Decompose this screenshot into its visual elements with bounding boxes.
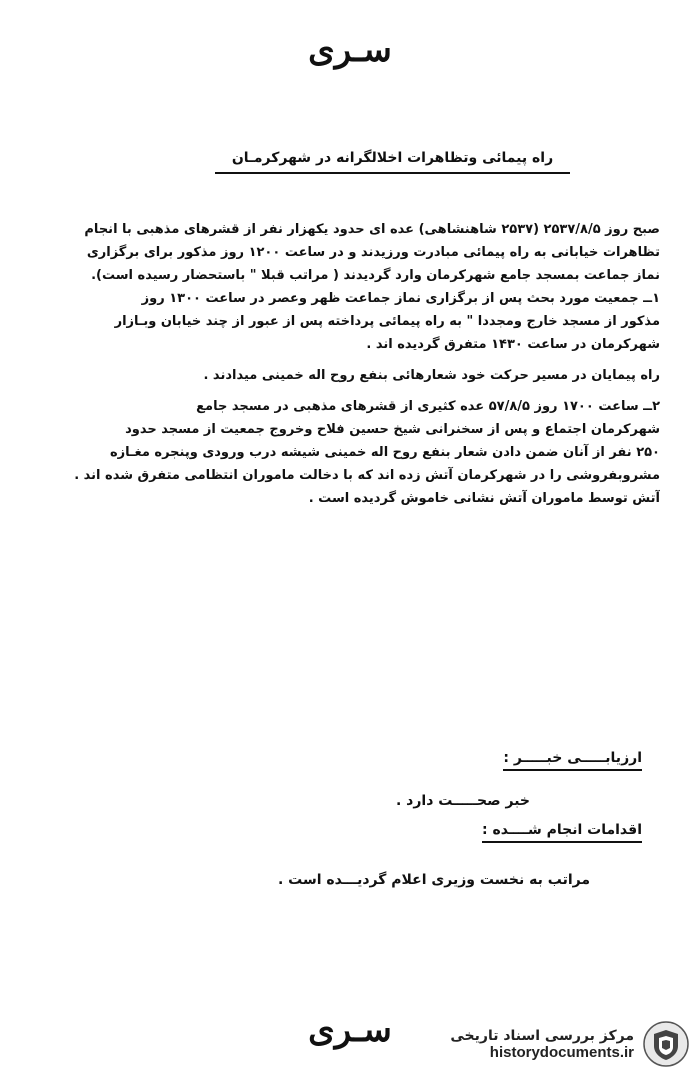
body-line: شهرکرمان در ساعت ۱۴۳۰ متفرق گردیده اند . — [366, 337, 660, 352]
logo-text — [400, 1028, 642, 1061]
body-line: صبح روز ۲۵۳۷/۸/۵ (۲۵۳۷ شاهنشاهی) عده ای حدود یکهزار نفر از قشرهای مذهبی با انجام — [84, 222, 660, 237]
body-line: مشروبفروشی را در شهرکرمان آتش زده اند که با دخالت ماموران انتظامی متفرق شده اند . — [74, 468, 660, 483]
evaluation-result — [396, 793, 530, 809]
logo-name: مرکز بررسی اسناد تاریخی — [450, 1027, 634, 1044]
final-note-text: مراتب به نخست وزیری اعلام گردیـــده است . — [277, 872, 590, 888]
classification-header: سـری — [308, 30, 392, 70]
body-line: تظاهرات خیابانی به راه پیمائی مبادرت ورزیدند و در ساعت ۱۲۰۰ روز مذکور برای برگزاری — [86, 245, 660, 260]
body-line: آتش توسط ماموران آتش نشانی خاموش گردیده است . — [308, 491, 660, 506]
evaluation-field — [503, 750, 642, 771]
final-note — [278, 872, 590, 888]
book-shield-icon — [642, 1020, 690, 1068]
archive-logo — [400, 1016, 690, 1072]
document-body — [40, 218, 660, 510]
body-line: ۲۵۰ نفر از آنان ضمن دادن شعار بنفع روح اله خمینی شیشه درب ورودی وپنجره مغـازه — [110, 445, 660, 460]
body-line: ۲ــ ساعت ۱۷۰۰ روز ۵۷/۸/۵ عده کثیری از قشرهای مذهبی در مسجد جامع — [196, 399, 660, 414]
body-line: مذکور از مسجد خارج ومجددا " به راه پیمائی پرداخته پس از عبور از چند خیابان وبـازار — [114, 314, 660, 329]
body-line: شهرکرمان اجتماع و پس از سخنرانی شیخ حسین فلاح وخروج جمعیت از مسجد حدود — [125, 422, 660, 437]
body-line: نماز جماعت بمسجد جامع شهرکرمان وارد گردیدند ( مراتب قبلا " باستحضار رسیده است). — [91, 268, 660, 283]
evaluation-label: ارزیابـــــی خبـــــر : — [503, 750, 642, 771]
evaluation-result-text: خبر صحـــــت دارد . — [395, 793, 530, 809]
actions-label: اقدامات انجام شــــده : — [482, 822, 642, 843]
body-line: راه پیمایان در مسیر حرکت خود شعارهائی بنفع روح اله خمینی میدادند . — [203, 368, 660, 383]
logo-url: historydocuments.ir — [489, 1043, 634, 1061]
document-title: راه پیمائی وتظاهرات اخلالگرانه در شهرکرمـان — [215, 150, 570, 174]
body-line: ۱ــ جمعیت مورد بحث پس از برگزاری نماز جماعت ظهر وعصر در ساعت ۱۳۰۰ روز — [141, 291, 660, 306]
classification-footer: سـری — [308, 1010, 392, 1050]
actions-field — [482, 822, 642, 843]
